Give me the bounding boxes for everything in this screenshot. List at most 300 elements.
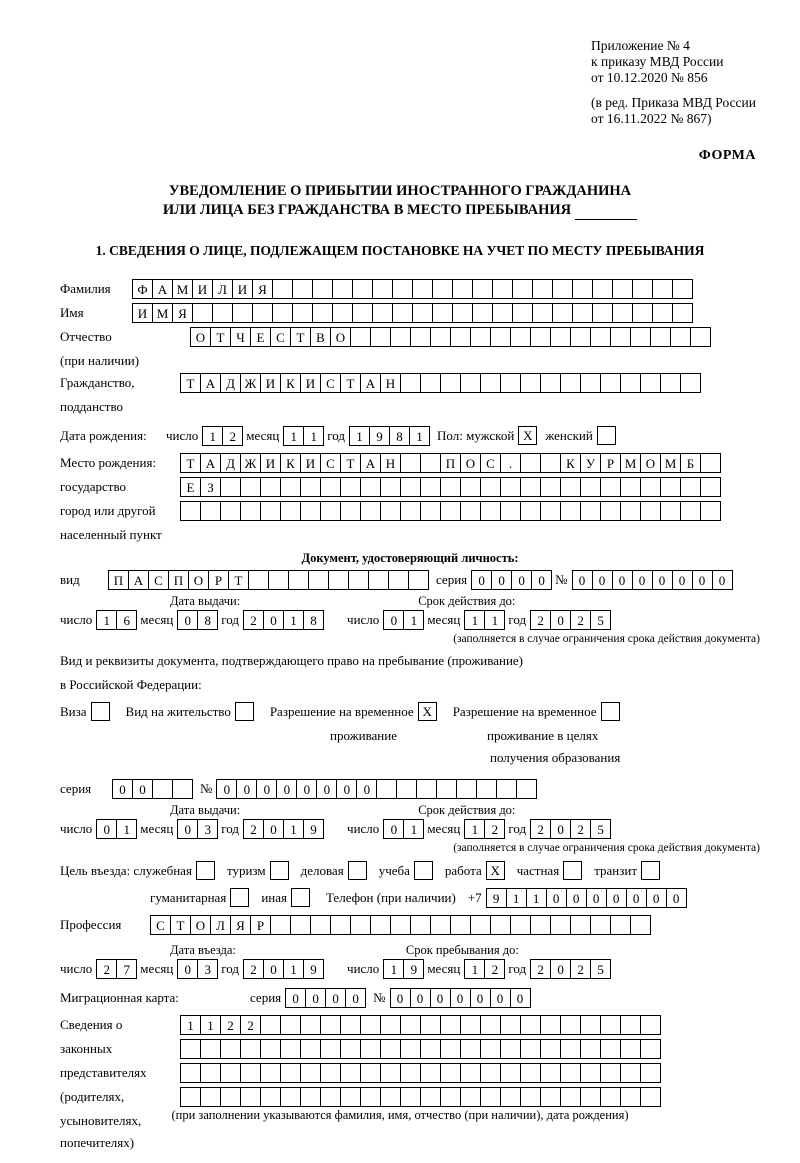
input-cell[interactable] [456,779,477,799]
permit-valid-month-input[interactable] [464,819,504,839]
legal-rep-input-3[interactable] [180,1063,660,1083]
input-cell[interactable]: 0 [410,988,431,1008]
input-cell[interactable] [392,303,413,323]
input-cell[interactable] [450,915,471,935]
input-cell[interactable] [292,279,313,299]
phone-input[interactable] [486,888,686,908]
input-cell[interactable] [460,1063,481,1083]
input-cell[interactable] [672,279,693,299]
input-cell[interactable] [360,1039,381,1059]
doc-valid-year-input[interactable] [530,610,610,630]
input-cell[interactable]: 0 [692,570,713,590]
input-cell[interactable] [560,1087,581,1107]
input-cell[interactable]: О [190,915,211,935]
input-cell[interactable]: 1 [283,959,304,979]
input-cell[interactable] [640,373,661,393]
input-cell[interactable] [460,373,481,393]
input-cell[interactable]: Т [180,373,201,393]
stay-year-input[interactable] [530,959,610,979]
input-cell[interactable]: 0 [511,570,532,590]
input-cell[interactable] [496,779,517,799]
input-cell[interactable] [580,373,601,393]
input-cell[interactable]: 0 [430,988,451,1008]
residence-permit-checkbox[interactable] [235,702,254,721]
input-cell[interactable] [500,477,521,497]
input-cell[interactable]: 1 [464,959,485,979]
doc-issue-day-input[interactable] [96,610,136,630]
input-cell[interactable]: И [300,453,321,473]
input-cell[interactable]: 0 [305,988,326,1008]
input-cell[interactable] [420,501,441,521]
input-cell[interactable]: А [200,453,221,473]
input-cell[interactable] [560,501,581,521]
input-cell[interactable] [200,1087,221,1107]
input-cell[interactable]: У [580,453,601,473]
input-cell[interactable] [580,1087,601,1107]
input-cell[interactable]: 9 [486,888,507,908]
input-cell[interactable] [340,1039,361,1059]
permit-valid-day-input[interactable] [383,819,423,839]
input-cell[interactable] [440,1039,461,1059]
input-cell[interactable] [480,501,501,521]
input-cell[interactable] [440,477,461,497]
input-cell[interactable] [220,1087,241,1107]
input-cell[interactable] [540,501,561,521]
input-cell[interactable] [612,279,633,299]
input-cell[interactable]: Ф [132,279,153,299]
input-cell[interactable] [490,327,511,347]
input-cell[interactable]: С [148,570,169,590]
input-cell[interactable]: А [360,373,381,393]
input-cell[interactable]: Я [172,303,193,323]
entry-year-input[interactable] [243,959,323,979]
input-cell[interactable] [620,1063,641,1083]
input-cell[interactable]: 2 [240,1015,261,1035]
input-cell[interactable]: 0 [316,779,337,799]
input-cell[interactable] [400,501,421,521]
input-cell[interactable]: 0 [325,988,346,1008]
input-cell[interactable]: И [232,279,253,299]
input-cell[interactable] [360,501,381,521]
input-cell[interactable] [520,1039,541,1059]
input-cell[interactable]: Р [250,915,271,935]
input-cell[interactable]: 0 [216,779,237,799]
input-cell[interactable]: Т [290,327,311,347]
input-cell[interactable] [490,915,511,935]
input-cell[interactable]: 8 [303,610,324,630]
input-cell[interactable] [400,477,421,497]
input-cell[interactable] [540,1015,561,1035]
input-cell[interactable] [540,453,561,473]
input-cell[interactable]: 0 [263,959,284,979]
purpose-transit-checkbox[interactable] [641,861,660,880]
input-cell[interactable] [280,1015,301,1035]
input-cell[interactable]: Т [170,915,191,935]
birth-day-input[interactable] [202,426,242,446]
input-cell[interactable] [220,477,241,497]
input-cell[interactable] [652,279,673,299]
input-cell[interactable] [372,279,393,299]
input-cell[interactable] [400,1063,421,1083]
input-cell[interactable]: 1 [349,426,370,446]
input-cell[interactable] [660,373,681,393]
input-cell[interactable] [650,327,671,347]
input-cell[interactable] [492,279,513,299]
input-cell[interactable] [600,1087,621,1107]
input-cell[interactable]: 1 [116,819,137,839]
input-cell[interactable] [308,570,329,590]
input-cell[interactable] [540,477,561,497]
input-cell[interactable] [600,1039,621,1059]
input-cell[interactable] [512,279,533,299]
input-cell[interactable]: И [132,303,153,323]
input-cell[interactable]: 0 [606,888,627,908]
entry-month-input[interactable] [177,959,217,979]
stay-month-input[interactable] [464,959,504,979]
input-cell[interactable]: 0 [566,888,587,908]
input-cell[interactable] [520,1015,541,1035]
input-cell[interactable] [472,303,493,323]
input-cell[interactable] [412,303,433,323]
input-cell[interactable] [572,303,593,323]
input-cell[interactable] [420,373,441,393]
input-cell[interactable]: И [260,453,281,473]
input-cell[interactable] [152,779,173,799]
input-cell[interactable]: 0 [263,819,284,839]
input-cell[interactable] [580,1015,601,1035]
input-cell[interactable] [270,915,291,935]
input-cell[interactable]: 1 [200,1015,221,1035]
input-cell[interactable] [312,303,333,323]
input-cell[interactable] [480,1015,501,1035]
input-cell[interactable]: О [188,570,209,590]
input-cell[interactable] [500,1015,521,1035]
input-cell[interactable] [180,1087,201,1107]
input-cell[interactable] [328,570,349,590]
input-cell[interactable]: 0 [490,988,511,1008]
input-cell[interactable] [352,279,373,299]
input-cell[interactable]: 0 [256,779,277,799]
input-cell[interactable] [320,501,341,521]
input-cell[interactable]: 1 [464,610,485,630]
input-cell[interactable]: 2 [243,610,264,630]
input-cell[interactable]: А [360,453,381,473]
input-cell[interactable] [232,303,253,323]
input-cell[interactable] [332,279,353,299]
patronymic-input[interactable] [190,327,710,347]
input-cell[interactable] [360,1087,381,1107]
input-cell[interactable]: Т [340,373,361,393]
input-cell[interactable]: 2 [530,959,551,979]
input-cell[interactable] [570,915,591,935]
input-cell[interactable] [340,1063,361,1083]
input-cell[interactable] [392,279,413,299]
input-cell[interactable]: И [300,373,321,393]
input-cell[interactable] [440,1015,461,1035]
input-cell[interactable] [310,915,331,935]
input-cell[interactable]: 0 [356,779,377,799]
input-cell[interactable]: А [152,279,173,299]
stay-day-input[interactable] [383,959,423,979]
purpose-other-checkbox[interactable] [291,888,310,907]
input-cell[interactable] [470,915,491,935]
input-cell[interactable] [660,477,681,497]
input-cell[interactable] [470,327,491,347]
input-cell[interactable]: О [460,453,481,473]
input-cell[interactable]: А [200,373,221,393]
input-cell[interactable] [620,1039,641,1059]
input-cell[interactable] [380,1063,401,1083]
input-cell[interactable] [272,279,293,299]
input-cell[interactable]: М [620,453,641,473]
input-cell[interactable]: 1 [484,610,505,630]
doc-series-input[interactable] [471,570,551,590]
input-cell[interactable] [430,915,451,935]
profession-input[interactable] [150,915,650,935]
input-cell[interactable] [610,915,631,935]
input-cell[interactable] [580,501,601,521]
input-cell[interactable] [590,915,611,935]
input-cell[interactable] [380,1087,401,1107]
input-cell[interactable] [260,1063,281,1083]
input-cell[interactable]: С [320,453,341,473]
input-cell[interactable]: 0 [296,779,317,799]
input-cell[interactable] [592,279,613,299]
input-cell[interactable]: Д [220,373,241,393]
input-cell[interactable]: 0 [177,819,198,839]
input-cell[interactable] [400,453,421,473]
input-cell[interactable]: 0 [471,570,492,590]
input-cell[interactable]: Ж [240,453,261,473]
input-cell[interactable] [260,1087,281,1107]
input-cell[interactable] [260,1015,281,1035]
input-cell[interactable]: 0 [470,988,491,1008]
input-cell[interactable]: А [128,570,149,590]
birthplace-line-2-input[interactable] [180,477,720,497]
input-cell[interactable] [520,477,541,497]
input-cell[interactable] [460,1039,481,1059]
input-cell[interactable]: К [280,453,301,473]
input-cell[interactable]: Ж [240,373,261,393]
permit-issue-month-input[interactable] [177,819,217,839]
input-cell[interactable] [220,1039,241,1059]
purpose-service-checkbox[interactable] [196,861,215,880]
doc-issue-month-input[interactable] [177,610,217,630]
input-cell[interactable]: 6 [116,610,137,630]
input-cell[interactable] [388,570,409,590]
legal-rep-input-4[interactable] [180,1087,660,1107]
input-cell[interactable] [420,477,441,497]
input-cell[interactable]: 0 [390,988,411,1008]
migration-number-input[interactable] [390,988,530,1008]
purpose-private-checkbox[interactable] [563,861,582,880]
doc-valid-month-input[interactable] [464,610,504,630]
input-cell[interactable] [640,477,661,497]
input-cell[interactable] [620,501,641,521]
input-cell[interactable] [560,1063,581,1083]
input-cell[interactable]: К [560,453,581,473]
input-cell[interactable] [670,327,691,347]
input-cell[interactable]: 0 [263,610,284,630]
input-cell[interactable] [410,327,431,347]
input-cell[interactable]: 0 [132,779,153,799]
input-cell[interactable]: С [320,373,341,393]
input-cell[interactable]: 0 [612,570,633,590]
input-cell[interactable] [376,779,397,799]
input-cell[interactable] [476,779,497,799]
input-cell[interactable] [532,303,553,323]
input-cell[interactable] [472,279,493,299]
input-cell[interactable] [632,279,653,299]
input-cell[interactable]: 9 [303,819,324,839]
input-cell[interactable] [420,1087,441,1107]
input-cell[interactable] [632,303,653,323]
input-cell[interactable] [460,1087,481,1107]
input-cell[interactable] [640,1063,661,1083]
input-cell[interactable]: С [270,327,291,347]
visa-checkbox[interactable] [91,702,110,721]
input-cell[interactable]: И [260,373,281,393]
input-cell[interactable] [350,915,371,935]
input-cell[interactable]: Р [600,453,621,473]
input-cell[interactable]: 2 [96,959,117,979]
input-cell[interactable]: 0 [632,570,653,590]
input-cell[interactable] [580,1063,601,1083]
input-cell[interactable] [340,477,361,497]
permit-number-input[interactable] [216,779,536,799]
input-cell[interactable]: 2 [220,1015,241,1035]
input-cell[interactable]: 0 [383,610,404,630]
input-cell[interactable] [320,477,341,497]
input-cell[interactable] [530,915,551,935]
input-cell[interactable] [500,1087,521,1107]
input-cell[interactable] [552,303,573,323]
input-cell[interactable]: 7 [116,959,137,979]
input-cell[interactable] [612,303,633,323]
input-cell[interactable] [652,303,673,323]
input-cell[interactable] [320,1087,341,1107]
input-cell[interactable] [520,1087,541,1107]
input-cell[interactable] [640,501,661,521]
input-cell[interactable]: 2 [570,959,591,979]
input-cell[interactable] [300,1087,321,1107]
input-cell[interactable] [252,303,273,323]
input-cell[interactable] [370,915,391,935]
input-cell[interactable] [540,1039,561,1059]
input-cell[interactable] [260,477,281,497]
input-cell[interactable]: 5 [590,819,611,839]
input-cell[interactable] [630,327,651,347]
input-cell[interactable] [690,327,711,347]
input-cell[interactable]: 0 [550,819,571,839]
input-cell[interactable]: 2 [243,819,264,839]
input-cell[interactable] [300,477,321,497]
input-cell[interactable]: М [660,453,681,473]
input-cell[interactable] [380,1039,401,1059]
input-cell[interactable] [420,1039,441,1059]
input-cell[interactable] [300,1063,321,1083]
input-cell[interactable]: 0 [96,819,117,839]
input-cell[interactable] [412,279,433,299]
permit-issue-day-input[interactable] [96,819,136,839]
input-cell[interactable]: 2 [530,610,551,630]
input-cell[interactable]: 0 [550,610,571,630]
birth-month-input[interactable] [283,426,323,446]
input-cell[interactable]: 3 [197,959,218,979]
input-cell[interactable] [600,477,621,497]
input-cell[interactable] [570,327,591,347]
input-cell[interactable]: 1 [383,959,404,979]
input-cell[interactable]: Я [230,915,251,935]
input-cell[interactable]: 0 [383,819,404,839]
input-cell[interactable] [280,1039,301,1059]
birthplace-line-1-input[interactable] [180,453,720,473]
purpose-business-checkbox[interactable] [348,861,367,880]
input-cell[interactable]: Е [250,327,271,347]
permit-series-input[interactable] [112,779,192,799]
edu-residence-checkbox[interactable] [601,702,620,721]
input-cell[interactable] [360,1063,381,1083]
input-cell[interactable] [550,327,571,347]
surname-input[interactable] [132,279,692,299]
purpose-study-checkbox[interactable] [414,861,433,880]
input-cell[interactable] [440,1087,461,1107]
input-cell[interactable] [292,303,313,323]
input-cell[interactable] [540,1087,561,1107]
migration-series-input[interactable] [285,988,365,1008]
input-cell[interactable]: 0 [285,988,306,1008]
entry-day-input[interactable] [96,959,136,979]
input-cell[interactable] [320,1039,341,1059]
input-cell[interactable] [700,477,721,497]
input-cell[interactable]: 1 [506,888,527,908]
input-cell[interactable] [500,501,521,521]
input-cell[interactable] [340,501,361,521]
input-cell[interactable]: 9 [403,959,424,979]
input-cell[interactable] [200,1039,221,1059]
input-cell[interactable]: Н [380,453,401,473]
name-input[interactable] [132,303,692,323]
input-cell[interactable] [640,1039,661,1059]
permit-valid-year-input[interactable] [530,819,610,839]
input-cell[interactable] [600,373,621,393]
input-cell[interactable] [640,1087,661,1107]
input-cell[interactable]: 0 [592,570,613,590]
input-cell[interactable]: 0 [546,888,567,908]
legal-rep-input-1[interactable] [180,1015,660,1035]
input-cell[interactable] [400,1039,421,1059]
input-cell[interactable] [432,279,453,299]
input-cell[interactable]: 0 [177,610,198,630]
input-cell[interactable] [460,501,481,521]
input-cell[interactable] [280,1087,301,1107]
input-cell[interactable] [440,501,461,521]
input-cell[interactable]: 1 [283,610,304,630]
input-cell[interactable]: 1 [202,426,223,446]
input-cell[interactable] [290,915,311,935]
input-cell[interactable] [520,501,541,521]
input-cell[interactable]: . [500,453,521,473]
input-cell[interactable] [540,1063,561,1083]
input-cell[interactable] [620,373,641,393]
input-cell[interactable] [580,1039,601,1059]
input-cell[interactable] [600,1063,621,1083]
input-cell[interactable] [320,1015,341,1035]
input-cell[interactable]: Н [380,373,401,393]
input-cell[interactable]: 1 [303,426,324,446]
input-cell[interactable] [592,303,613,323]
input-cell[interactable]: 0 [550,959,571,979]
